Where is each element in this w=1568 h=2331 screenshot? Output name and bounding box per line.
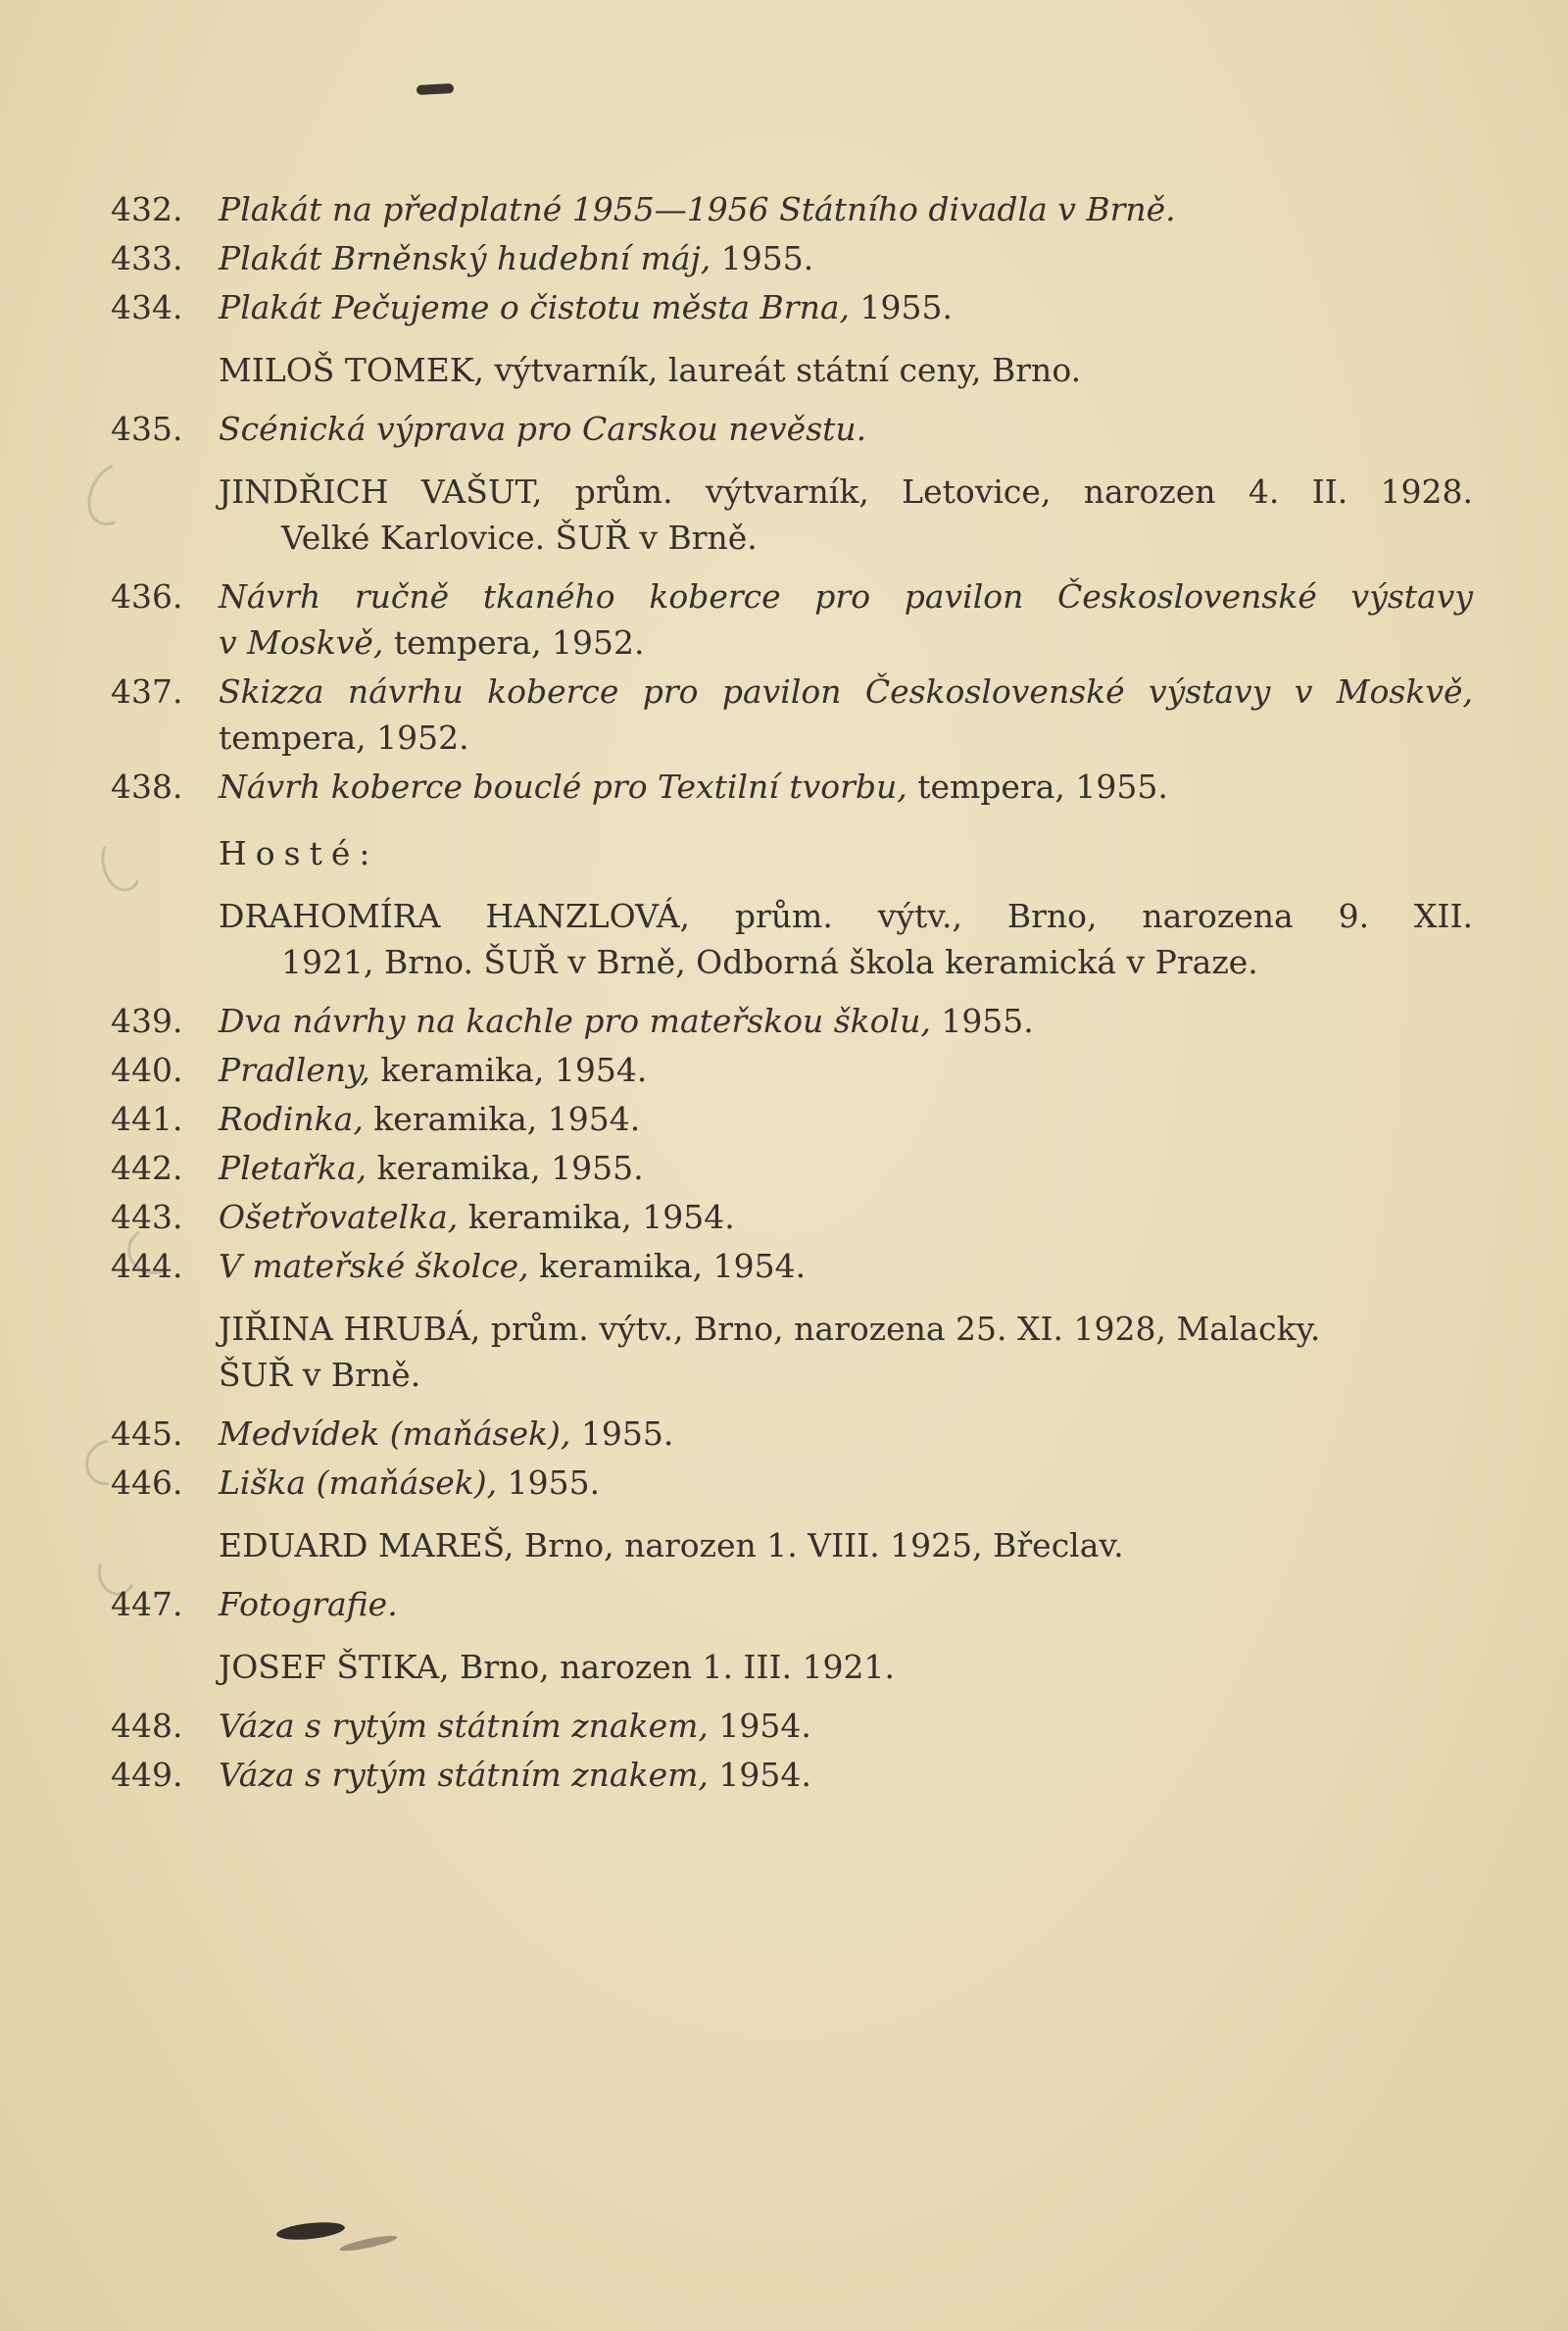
work-title: V mateřské školce, [219,1247,529,1285]
work-detail: tempera, 1952. [219,719,469,757]
catalog-entry-442 [111,1145,1473,1191]
work-title: Rodinka, [219,1100,364,1138]
entry-number: 438. [111,768,183,806]
artist-heading-vasut [111,469,1473,561]
work-detail: 1954. [708,1707,811,1745]
work-detail: keramika, 1954. [369,1051,648,1089]
catalog-entry-448 [111,1703,1473,1749]
work-title: Medvídek (maňásek), [219,1414,571,1453]
work-detail: 1955. [710,239,814,277]
catalog-entry-432 [111,186,1473,232]
catalog-entry-436 [111,573,1473,666]
work-detail: keramika, 1954. [458,1198,735,1236]
catalog-entry-445 [111,1411,1473,1457]
guests-section-label: Hosté: [219,834,379,872]
catalog-entry-441 [111,1096,1473,1142]
ink-smudge-mark [275,2219,345,2242]
entry-number: 447. [111,1585,183,1623]
work-title: Dva návrhy na kachle pro mateřskou školu, [219,1002,931,1040]
work-detail: tempera, 1952. [383,623,645,662]
artist-heading-mares [111,1522,1473,1568]
catalog-entry-437 [111,669,1473,761]
work-title: Pradleny, [219,1051,370,1089]
work-title: Návrh ručně tkaného koberce pro pavilon Československé výstavy [219,577,1473,616]
entry-number: 435. [111,410,183,448]
catalog-entry-433 [111,235,1473,281]
artist-heading-hruba [111,1306,1473,1398]
entry-number: 439. [111,1002,183,1040]
work-title: Plakát Pečujeme o čistotu města Brna, [219,288,850,326]
work-title: Scénická výprava pro Carskou nevěstu. [219,410,867,448]
work-detail: keramika, 1954. [528,1247,807,1285]
artist-heading-stika [111,1644,1473,1690]
work-detail: 1955. [570,1414,674,1453]
artist-info-line: DRAHOMÍRA HANZLOVÁ, prům. výtv., Brno, narozena 9. XII. [219,897,1473,935]
work-detail: keramika, 1955. [367,1149,644,1187]
entry-number: 443. [111,1198,183,1236]
artist-heading-tomek [111,347,1473,393]
artist-heading-hanzlova [111,893,1473,985]
work-title: Váza s rytým státním znakem, [219,1707,709,1745]
catalog-entry-440 [111,1047,1473,1093]
entry-number: 433. [111,239,183,277]
work-title: Váza s rytým státním znakem, [219,1756,709,1794]
work-detail: 1955. [930,1002,1034,1040]
catalog-entry-443 [111,1194,1473,1240]
work-title: Skizza návrhu koberce pro pavilon Československé výstavy v Moskvě, [219,672,1473,711]
work-detail: tempera, 1955. [906,768,1168,806]
catalog-entry-439 [111,998,1473,1044]
catalog-text-block [111,0,1473,1798]
artist-info-line: JINDŘICH VAŠUT, prům. výtvarník, Letovice, narozen 4. II. 1928. [219,472,1473,511]
entry-number: 446. [111,1463,183,1502]
catalog-entry-438 [111,764,1473,810]
artist-info-line: JIŘINA HRUBÁ, prům. výtv., Brno, narozena 25. XI. 1928, Malacky. [219,1310,1321,1348]
catalog-entry-446 [111,1460,1473,1506]
catalog-entry-449 [111,1752,1473,1798]
entry-number: 440. [111,1051,183,1089]
work-title: Liška (maňásek), [219,1463,498,1502]
work-detail: 1955. [497,1463,601,1502]
artist-info-line: 1921, Brno. ŠUŘ v Brně, Odborná škola keramická v Praze. [281,943,1258,981]
work-detail: 1955. [850,288,953,326]
catalog-entry-434 [111,284,1473,330]
artist-info-line: EDUARD MAREŠ, Brno, narozen 1. VIII. 1925, Břeclav. [219,1526,1124,1564]
entry-number: 442. [111,1149,183,1187]
entry-number: 434. [111,288,183,326]
artist-info-line: ŠUŘ v Brně. [219,1356,421,1394]
work-title: Plakát Brněnský hudební máj, [219,239,711,277]
entry-number: 449. [111,1756,183,1794]
entry-number: 432. [111,190,183,228]
work-detail: keramika, 1954. [363,1100,641,1138]
catalog-entry-444 [111,1243,1473,1289]
entry-number: 448. [111,1707,183,1745]
artist-info-line: JOSEF ŠTIKA, Brno, narozen 1. III. 1921. [219,1648,896,1686]
entry-number: 445. [111,1414,183,1453]
catalog-entry-447 [111,1581,1473,1627]
work-detail: 1954. [708,1756,811,1794]
work-title: Plakát na předplatné 1955—1956 Státního divadla v Brně. [219,190,1176,228]
work-title: v Moskvě, [219,623,384,662]
catalog-entry-435 [111,406,1473,452]
entry-number: 437. [111,672,183,711]
entry-number: 444. [111,1247,183,1285]
ink-smudge-tail-mark [339,2233,399,2254]
entry-number: 436. [111,577,183,616]
work-title: Pletařka, [219,1149,368,1187]
work-title: Ošetřovatelka, [219,1198,459,1236]
artist-info-line: MILOŠ TOMEK, výtvarník, laureát státní ceny, Brno. [219,351,1082,389]
work-title: Návrh koberce bouclé pro Textilní tvorbu, [219,768,907,806]
entry-number: 441. [111,1100,183,1138]
artist-info-line: Velké Karlovice. ŠUŘ v Brně. [281,519,758,557]
work-title: Fotografie. [219,1585,398,1623]
